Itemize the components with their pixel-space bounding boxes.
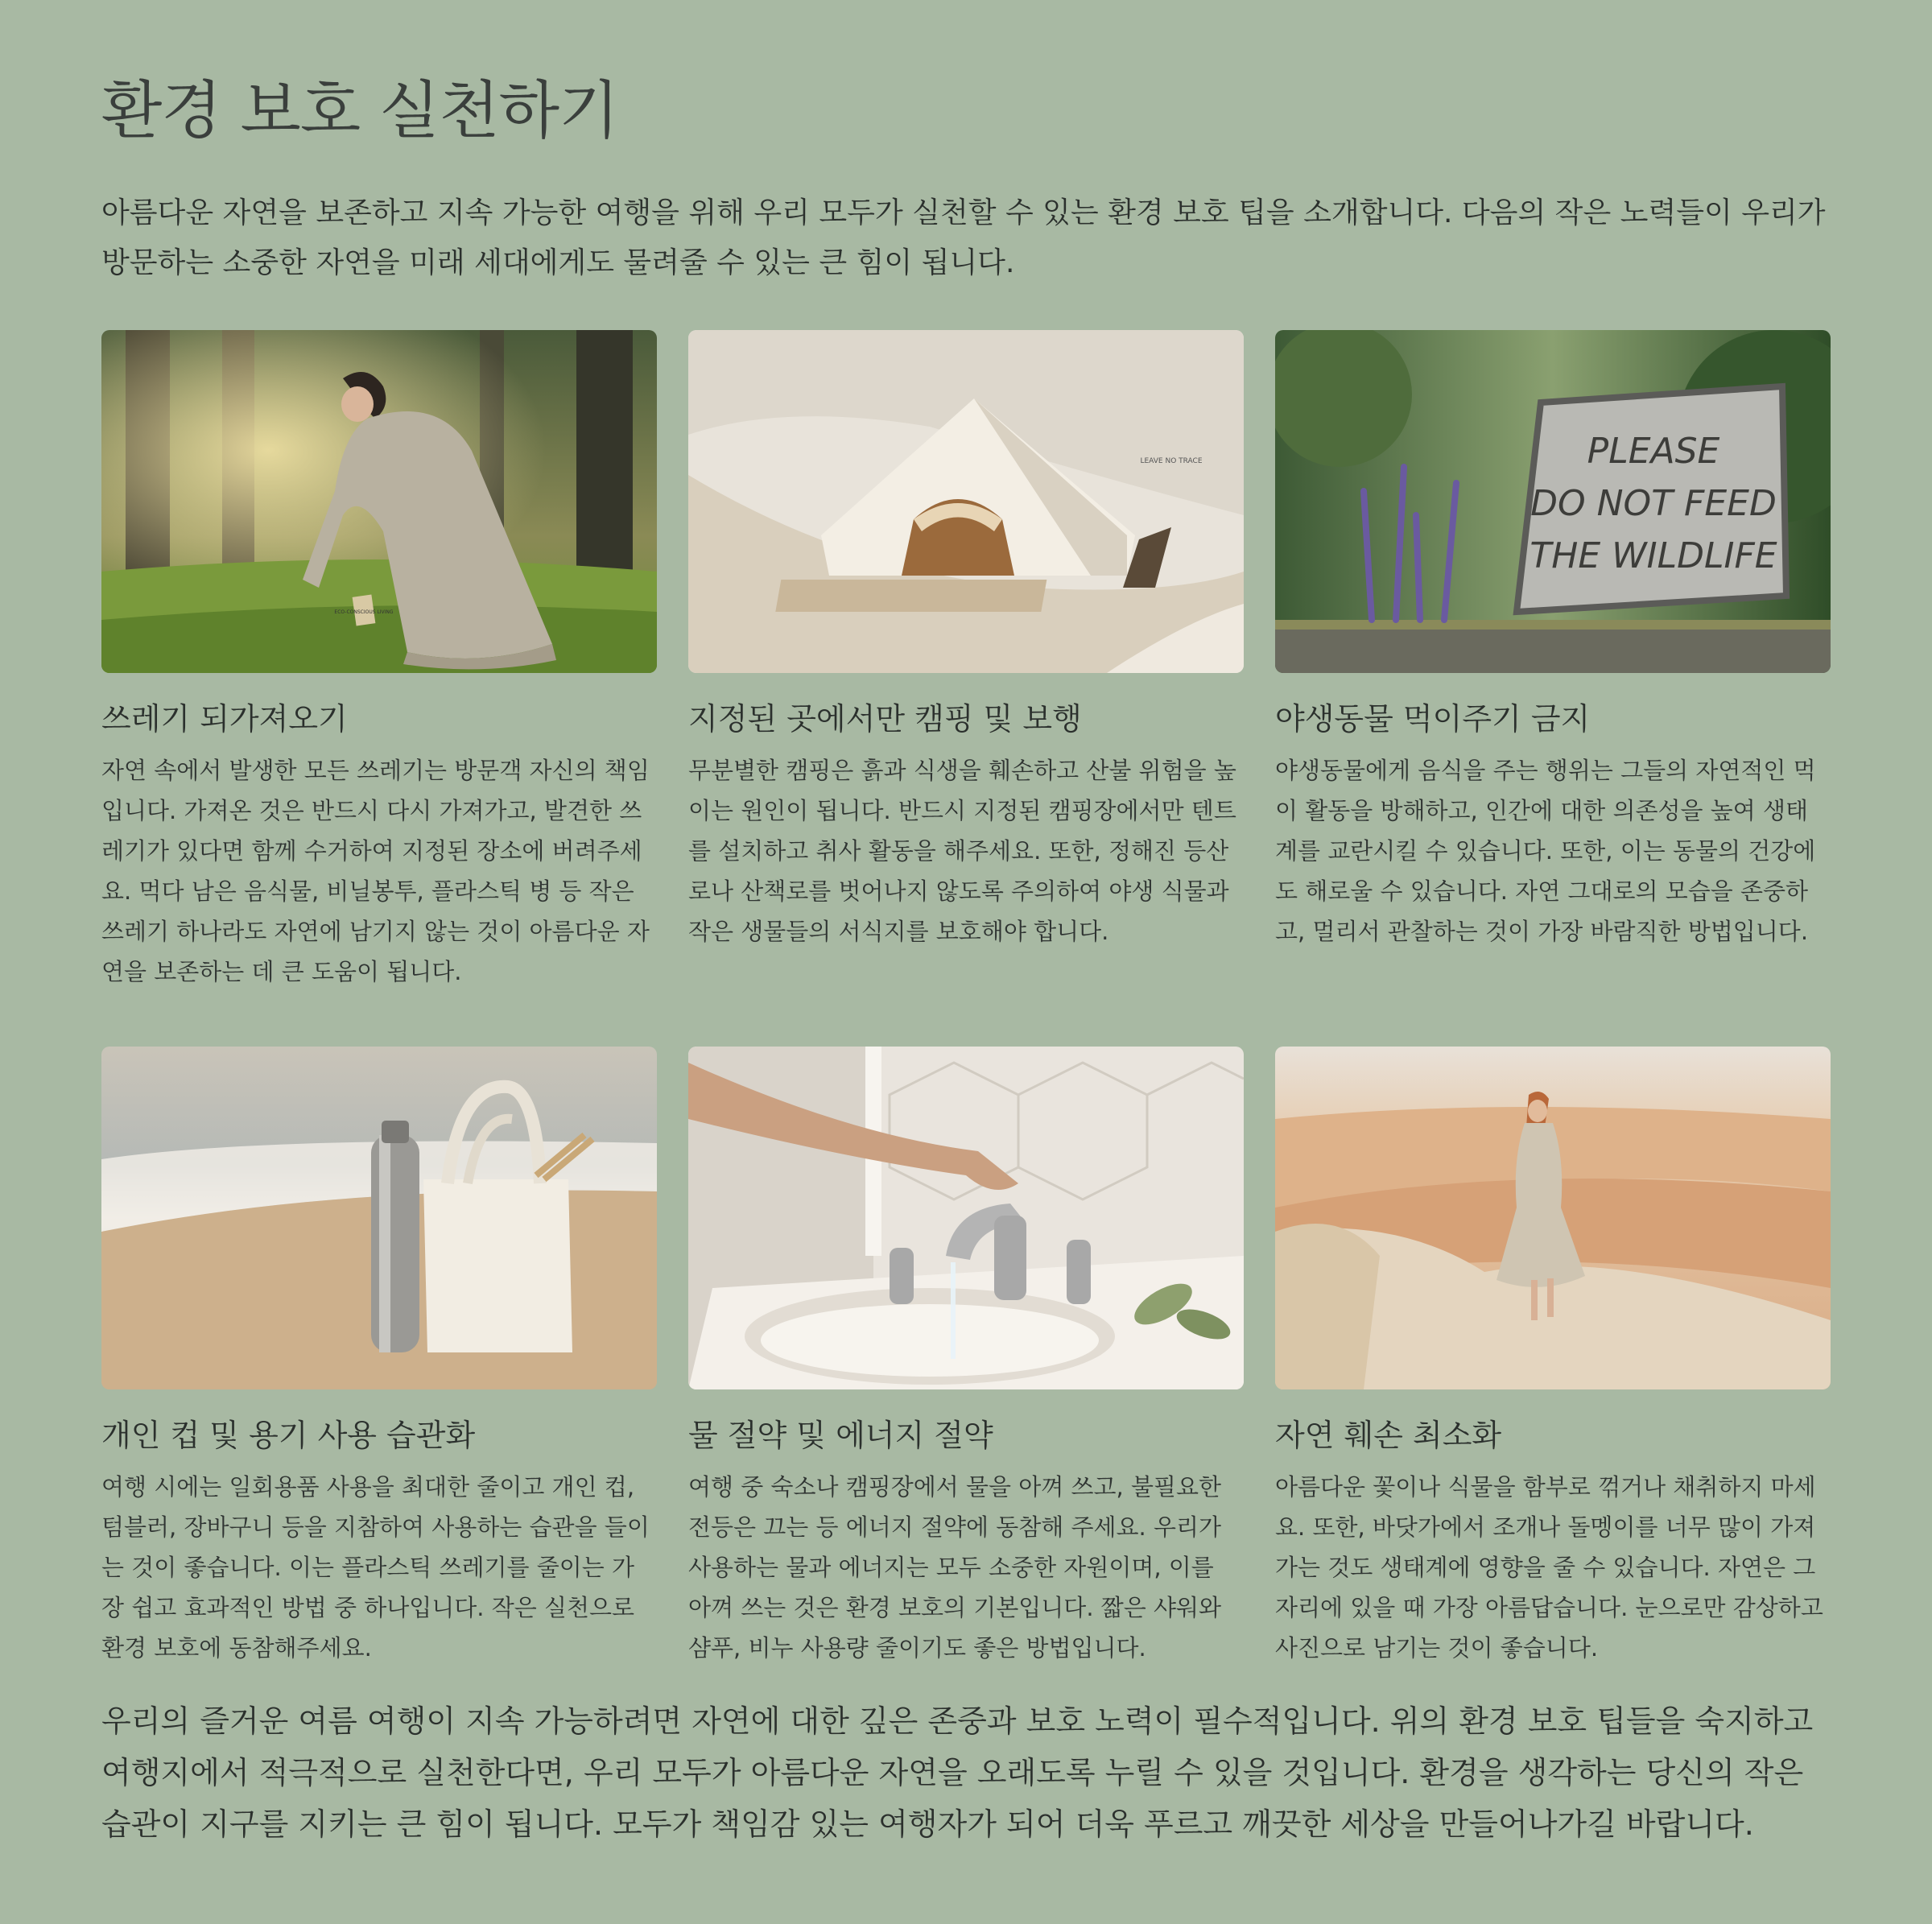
tip-card-water [688,1047,1244,1763]
photo-tent-on-sand [688,330,1244,673]
leave-no-trace-sign: LEAVE NO TRACE [1140,457,1203,465]
tip-body: 자연 속에서 발생한 모든 쓰레기는 방문객 자신의 책임입니다. 가져온 것은 반드시 다시 가져가고, 발견한 쓰레기가 있다면 함께 수거하여 지정된 장소에 버려주세요. 먹다 남은 음식물, 비닐봉투, 플라스틱 병 등 작은 쓰레기 하나라도 자연에 남기지 않는 것이 아름다운 자연을 보존하는 데 큰 도움이 됩니다. [101,757,650,985]
photo-woman-picking-trash [101,330,657,673]
tip-heading: 지정된 곳에서만 캠핑 및 보행 [688,701,1082,737]
tip-heading: 쓰레기 되가져오기 [101,701,348,737]
photo-bottle-and-tote-on-beach [101,1047,657,1389]
sign-line-3: THE WILDLIFE [1530,535,1777,576]
tip-heading: 개인 컵 및 용기 사용 습관화 [101,1418,476,1453]
tip-card-wildlife [1275,330,1831,1047]
photo-do-not-feed-sign [1275,330,1831,673]
closing-paragraph: 우리의 즐거운 여름 여행이 지속 가능하려면 자연에 대한 깊은 존중과 보호 노력이 필수적입니다. 위의 환경 보호 팁들을 숙지하고 여행지에서 적극적으로 실천한다면, 우리 모두가 아름다운 자연을 오래도록 누릴 수 있을 것입니다. 환경을 생각하는 당신의 작은 습관이 지구를 지키는 큰 힘이 됩니다. 모두가 책임감 있는 여행자가 되어 더욱 푸르고 깨끗한 세상을 만들어나가길 바랍니다. [101,1703,1814,1842]
photo-woman-on-sand-dunes [1275,1047,1831,1389]
cup-label: ECO-CONSCIOUS LIVING [334,609,394,615]
sign-line-1: PLEASE [1587,431,1720,472]
tip-heading: 물 절약 및 에너지 절약 [688,1418,993,1453]
tip-body: 여행 시에는 일회용품 사용을 최대한 줄이고 개인 컵, 텀블러, 장바구니 등을 지참하여 사용하는 습관을 들이는 것이 좋습니다. 이는 플라스틱 쓰레기를 줄이는 가장 쉽고 효과적인 방법 중 하나입니다. 작은 실천으로 환경 보호에 동참해주세요. [101,1473,650,1662]
photo-hand-turning-off-faucet [688,1047,1244,1389]
tip-body: 야생동물에게 음식을 주는 행위는 그들의 자연적인 먹이 활동을 방해하고, 인간에 대한 의존성을 높여 생태계를 교란시킬 수 있습니다. 또한, 이는 동물의 건강에도 해로울 수 있습니다. 자연 그대로의 모습을 존중하고, 멀리서 관찰하는 것이 가장 바람직한 방법입니다. [1275,757,1816,945]
tips-grid [101,330,1831,1763]
tip-body: 아름다운 꽃이나 식물을 함부로 꺾거나 채취하지 마세요. 또한, 바닷가에서 조개나 돌멩이를 너무 많이 가져가는 것도 생태계에 영향을 줄 수 있습니다. 자연은 그 자리에 있을 때 가장 아름답습니다. 눈으로만 감상하고 사진으로 남기는 것이 좋습니다. [1275,1473,1823,1662]
tip-card-reusables [101,1047,657,1763]
tip-card-trash [101,330,657,1047]
tip-card-camping [688,330,1244,1047]
page-title: 환경 보호 실천하기 [101,75,619,147]
sign-line-2: DO NOT FEED [1530,483,1777,524]
tip-card-minimize-damage [1275,1047,1831,1763]
tip-heading: 야생동물 먹이주기 금지 [1275,701,1591,737]
tip-body: 여행 중 숙소나 캠핑장에서 물을 아껴 쓰고, 불필요한 전등은 끄는 등 에너지 절약에 동참해 주세요. 우리가 사용하는 물과 에너지는 모두 소중한 자원이며, 이를 아껴 쓰는 것은 환경 보호의 기본입니다. 짧은 샤워와 샴푸, 비누 사용량 줄이기도 좋은 방법입니다. [688,1473,1222,1662]
intro-paragraph: 아름다운 자연을 보존하고 지속 가능한 여행을 위해 우리 모두가 실천할 수 있는 환경 보호 팁을 소개합니다. 다음의 작은 노력들이 우리가 방문하는 소중한 자연을 미래 세대에게도 물려줄 수 있는 큰 힘이 됩니다. [101,196,1826,279]
tip-heading: 자연 훼손 최소화 [1275,1418,1502,1453]
tip-body: 무분별한 캠핑은 흙과 식생을 훼손하고 산불 위험을 높이는 원인이 됩니다. 반드시 지정된 캠핑장에서만 텐트를 설치하고 취사 활동을 해주세요. 또한, 정해진 등산로나 산책로를 벗어나지 않도록 주의하여 야생 식물과 작은 생물들의 서식지를 보호해야 합니다. [688,757,1236,945]
